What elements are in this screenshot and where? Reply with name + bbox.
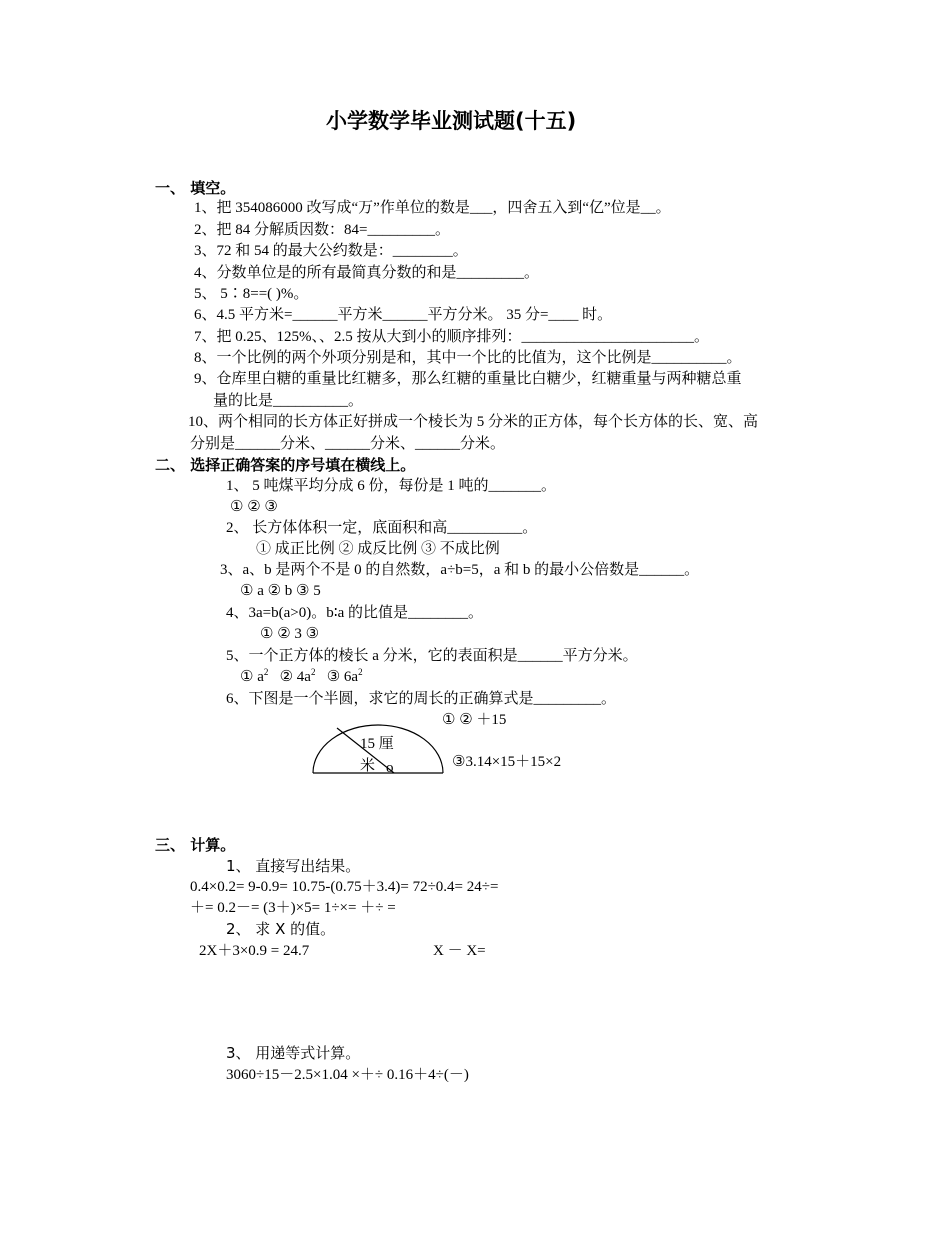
question-1-9-line1: 9、仓库里白糖的重量比红糖多，那么红糖的重量比白糖少，红糖重量与两种糖总重 bbox=[194, 371, 742, 387]
question-1-9-line2: 量的比是__________。 bbox=[213, 393, 364, 409]
question-2-1: 1、 5 吨煤平均分成 6 份，每份是 1 吨的_______。 bbox=[226, 478, 557, 494]
option-4a-squared: ② $4a^2$ bbox=[279, 667, 316, 685]
calc-part-3-row: 3060÷15－2.5×1.04 ×＋÷ 0.16＋4÷(－) bbox=[226, 1067, 469, 1083]
question-2-4: 4、3a=b(a>0)。b∶a 的比值是________。 bbox=[226, 605, 484, 621]
figure-radius-unit: 米 bbox=[360, 758, 376, 774]
question-1-1: 1、把 354086000 改写成“万”作单位的数是___，四舍五入到“亿”位是__。 bbox=[194, 200, 671, 216]
question-1-2: 2、把 84 分解质因数：84=_________。 bbox=[194, 222, 450, 238]
question-2-5-options bbox=[240, 667, 363, 687]
calc-part-2-equation-1: 2X＋3×0.9 = 24.7 bbox=[199, 943, 310, 959]
calc-part-2-heading: 2、 求 X 的值。 bbox=[226, 920, 336, 938]
question-1-8: 8、一个比例的两个外项分别是和，其中一个比的比值为，这个比例是__________。 bbox=[194, 350, 742, 366]
question-2-3-options: ① a ② b ③ 5 bbox=[240, 583, 321, 599]
question-2-4-options: ① ② 3 ③ bbox=[260, 626, 320, 642]
question-2-5: 5、一个正方体的棱长 a 分米，它的表面积是______平方分米。 bbox=[226, 648, 638, 664]
calc-part-1-row-2: ＋= 0.2－= (3＋)×5= 1÷×= ＋÷ = bbox=[190, 900, 396, 916]
question-2-3: 3、a、b 是两个不是 0 的自然数，a÷b=5，a 和 b 的最小公倍数是______。 bbox=[220, 562, 700, 578]
question-2-2-options: ① 成正比例 ② 成反比例 ③ 不成比例 bbox=[256, 541, 500, 557]
question-1-7: 7、把 0.25、125%、、2.5 按从大到小的顺序排列：_______________________。 bbox=[194, 329, 709, 345]
calc-part-1-row-1: 0.4×0.2= 9-0.9= 10.75-(0.75＋3.4)= 72÷0.4= 24÷= bbox=[190, 879, 499, 895]
calc-part-2-equation-2: X － X= bbox=[433, 943, 486, 959]
question-1-10-line2: 分别是______分米、______分米、______分米。 bbox=[190, 436, 506, 452]
figure-center-label: o bbox=[386, 760, 394, 776]
question-2-6: 6、下图是一个半圆，求它的周长的正确算式是_________。 bbox=[226, 691, 617, 707]
question-2-1-options: ① ② ③ bbox=[230, 499, 278, 515]
question-1-3: 3、72 和 54 的最大公约数是：________。 bbox=[194, 243, 468, 259]
section-heading-fill-in: 一、 填空。 bbox=[155, 179, 236, 197]
question-1-4: 4、分数单位是的所有最简真分数的和是_________。 bbox=[194, 265, 540, 281]
question-2-6-options-1-2: ① ② ＋15 bbox=[442, 712, 507, 728]
option-a-squared: ① $a^2$ bbox=[240, 667, 269, 685]
question-2-2: 2、 长方体体积一定，底面积和高__________。 bbox=[226, 520, 538, 536]
calc-part-1-heading: 1、 直接写出结果。 bbox=[226, 857, 361, 875]
option-6a-squared: ③ $6a^2$ bbox=[326, 667, 363, 685]
figure-radius-label: 15 厘 bbox=[360, 736, 394, 752]
question-1-10-line1: 10、两个相同的长方体正好拼成一个棱长为 5 分米的正方体，每个长方体的长、宽、高 bbox=[188, 414, 759, 430]
section-heading-multiple-choice: 二、 选择正确答案的序号填在横线上。 bbox=[155, 456, 416, 474]
question-2-6-option-3: ③3.14×15＋15×2 bbox=[452, 754, 562, 770]
question-1-5: 5、 5∶8==( )%。 bbox=[194, 286, 309, 302]
page-title: 小学数学毕业测试题(十五) bbox=[326, 109, 577, 133]
section-heading-calculation: 三、 计算。 bbox=[155, 836, 236, 854]
calc-part-3-heading: 3、 用递等式计算。 bbox=[226, 1044, 361, 1062]
question-1-6: 6、4.5 平方米=______平方米______平方分米。 35 分=____ 时。 bbox=[194, 307, 613, 323]
